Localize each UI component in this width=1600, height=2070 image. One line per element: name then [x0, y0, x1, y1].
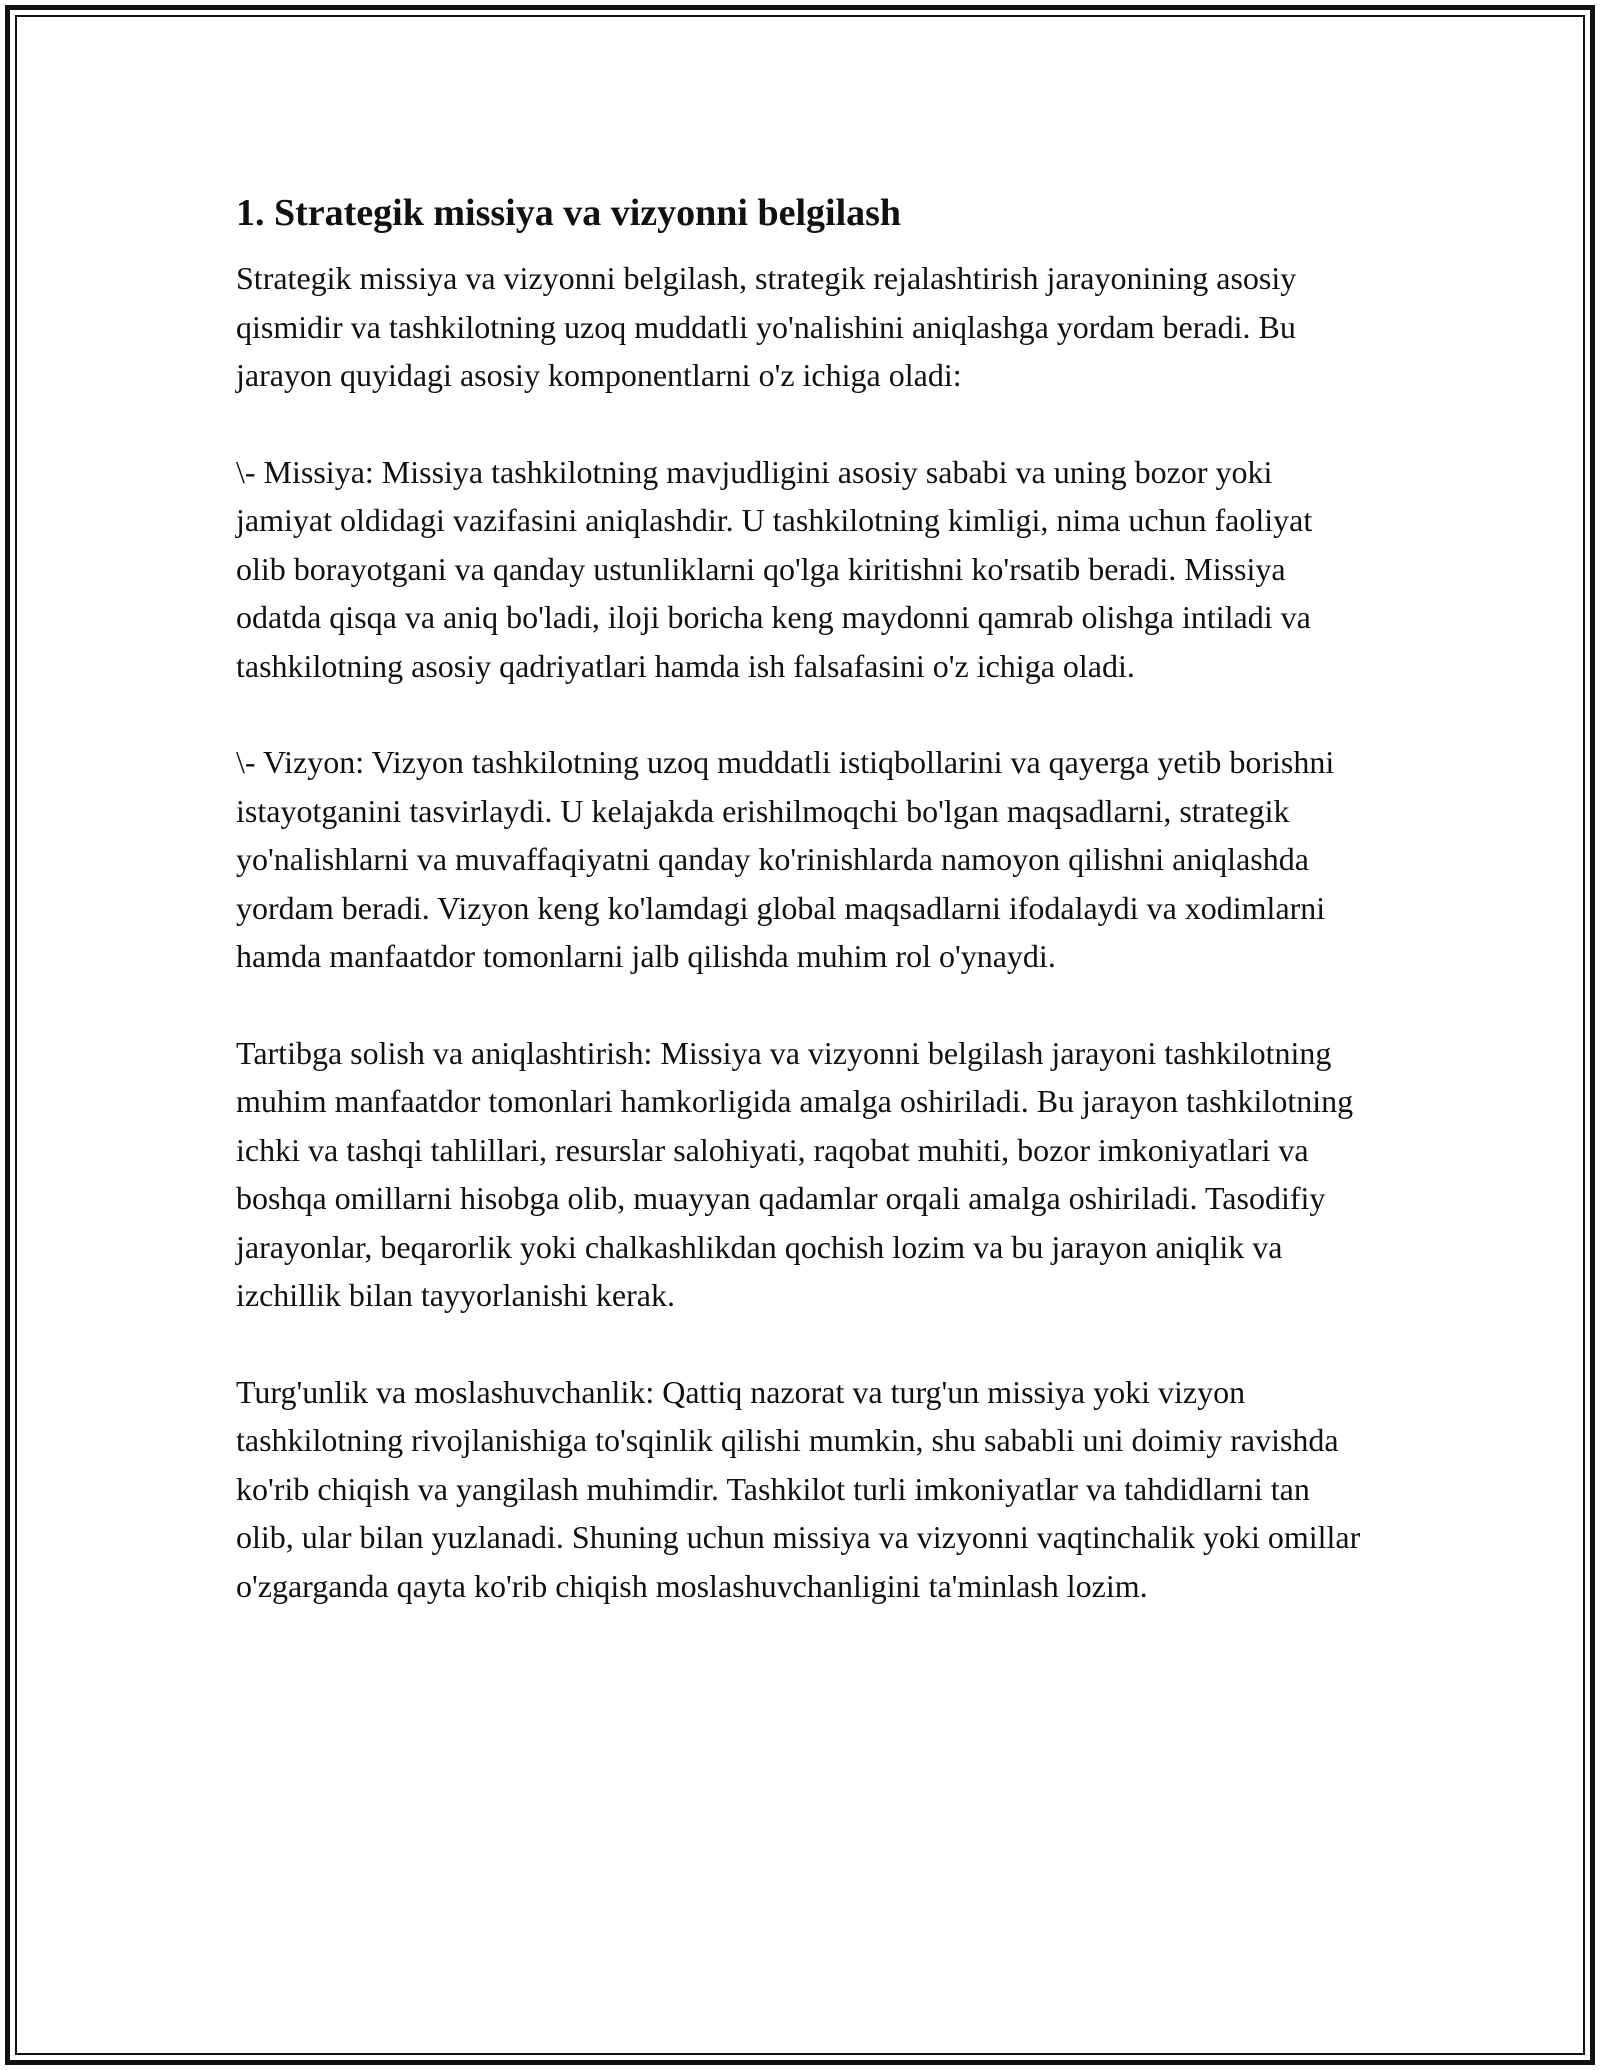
section-title: 1. Strategik missiya va vizyonni belgilash: [236, 192, 902, 234]
flexibility-paragraph: Turg'unlik va moslashuvchanlik: Qattiq nazorat va turg'un missiya yoki vizyon tashkilotning rivojlanishiga to'sqinlik qilishi mumkin, shu sababli uni doimiy ravishda ko'rib chiqish va yangilash muhimdir. Tashkilot turli imkoniyatlar va tahdidlarni tan olib, ular bilan yuzlanadi. Shuning uchun missiya va vizyonni vaqtinchalik yoki omillar o'zgarganda qayta ko'rib chiqish moslashuvchanligini ta'minlash lozim.: [236, 1373, 1361, 1604]
vision-paragraph: \- Vizyon: Vizyon tashkilotning uzoq muddatli istiqbollarini va qayerga yetib borishni istayotganini tasvirlaydi. U kelajakda erishilmoqchi bo'lgan maqsadlarni, strategik yo'nalishlarni va muvaffaqiyatni qanday ko'rinishlarda namoyon qilishni aniqlashda yordam beradi. Vizyon keng ko'lamdagi global maqsadlarni ifodalaydi va xodimlarni hamda manfaatdor tomonlarni jalb qilishda muhim rol o'ynaydi.: [236, 744, 1335, 974]
document-body: [236, 186, 1366, 1658]
alignment-paragraph: Tartibga solish va aniqlashtirish: Missiya va vizyonni belgilash jarayoni tashkilotning muhim manfaatdor tomonlari hamkorligida amalga oshiriladi. Bu jarayon tashkilotning ichki va tashqi tahlillari, resurslar salohiyati, raqobat muhiti, bozor imkoniyatlari va boshqa omillarni hisobga olib, muayyan qadamlar orqali amalga oshiriladi. Tasodifiy jarayonlar, beqarorlik yoki chalkashlikdan qochish lozim va bu jarayon aniqlik va izchillik bilan tayyorlanishi kerak.: [236, 1034, 1354, 1313]
intro-paragraph: Strategik missiya va vizyonni belgilash, strategik rejalashtirish jarayonining asosiy qismidir va tashkilotning uzoq muddatli yo'nalishini aniqlashga yordam beradi. Bu jarayon quyidagi asosiy komponentlarni o'z ichiga oladi:: [236, 260, 1297, 393]
mission-paragraph: \- Missiya: Missiya tashkilotning mavjudligini asosiy sababi va uning bozor yoki jamiyat oldidagi vazifasini aniqlashdir. U tashkilotning kimligi, nima uchun faoliyat olib borayotgani va qanday ustunliklarni qo'lga kiritishni ko'rsatib beradi. Missiya odatda qisqa va aniq bo'ladi, iloji boricha keng maydonni qamrab olishga intiladi va tashkilotning asosiy qadriyatlari hamda ish falsafasini o'z ichiga oladi.: [236, 453, 1313, 684]
